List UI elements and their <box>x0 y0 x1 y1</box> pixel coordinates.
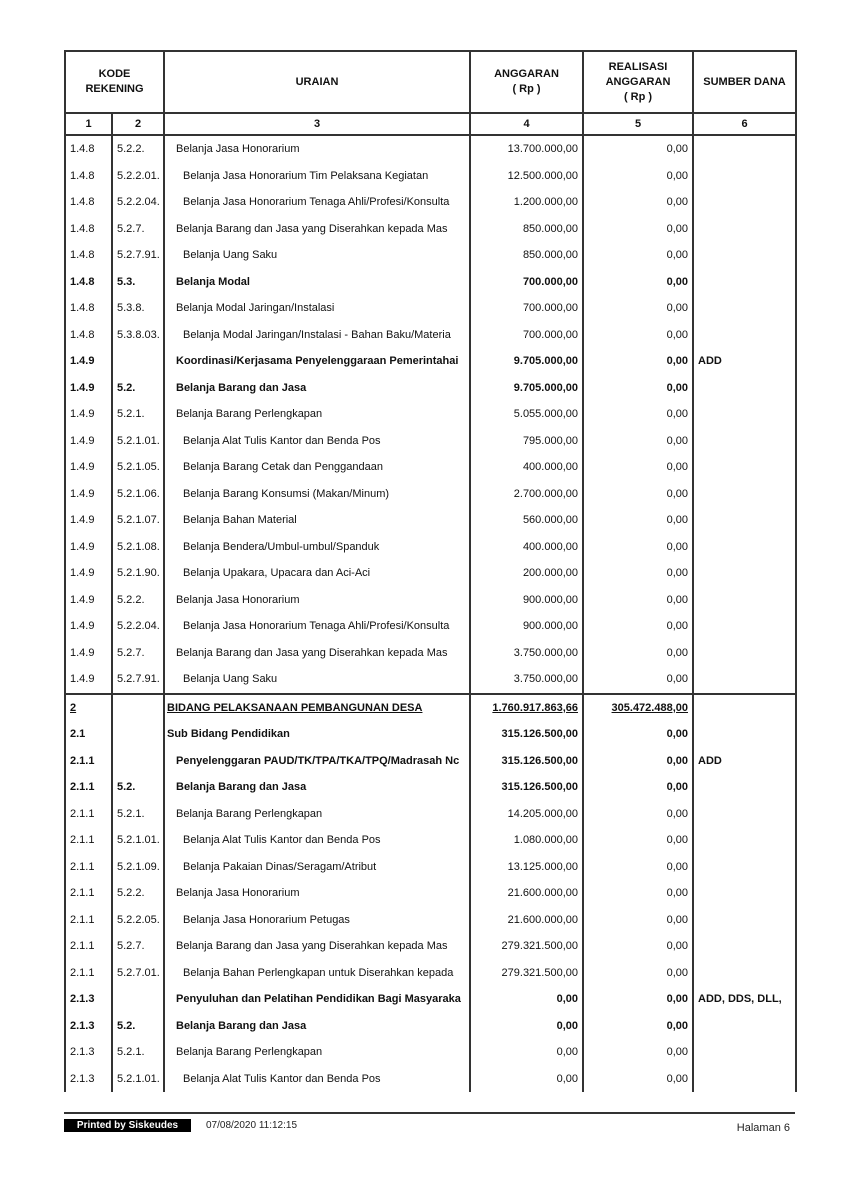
anggaran-cell: 9.705.000,00 <box>470 375 583 402</box>
anggaran-cell: 315.126.500,00 <box>470 721 583 748</box>
kode-rekening-cell: 5.2.2.01. <box>112 163 164 190</box>
realisasi-cell: 0,00 <box>583 481 693 508</box>
sumber-dana-cell <box>693 721 796 748</box>
kode-bidang-cell: 1.4.9 <box>65 348 112 375</box>
col-number-1: 1 <box>65 113 112 135</box>
kode-rekening-cell: 5.2.1.08. <box>112 534 164 561</box>
sumber-dana-cell <box>693 1013 796 1040</box>
table-row <box>65 163 796 190</box>
sumber-dana-cell <box>693 774 796 801</box>
kode-rekening-cell <box>112 348 164 375</box>
realisasi-cell: 0,00 <box>583 1039 693 1066</box>
realisasi-cell: 0,00 <box>583 163 693 190</box>
printed-by-badge: Printed by Siskeudes <box>64 1119 191 1132</box>
uraian-cell: Sub Bidang Pendidikan <box>164 721 470 748</box>
table-row <box>65 827 796 854</box>
anggaran-cell: 14.205.000,00 <box>470 801 583 828</box>
kode-bidang-cell: 2.1.1 <box>65 880 112 907</box>
table-row <box>65 986 796 1013</box>
kode-rekening-cell: 5.2. <box>112 774 164 801</box>
realisasi-cell: 0,00 <box>583 774 693 801</box>
anggaran-cell: 279.321.500,00 <box>470 960 583 987</box>
sumber-dana-cell <box>693 135 796 163</box>
sumber-dana-cell <box>693 801 796 828</box>
sumber-dana-cell <box>693 880 796 907</box>
realisasi-cell: 0,00 <box>583 666 693 694</box>
table-row <box>65 348 796 375</box>
uraian-cell: Belanja Jasa Honorarium Petugas <box>164 907 470 934</box>
sumber-dana-cell: ADD <box>693 348 796 375</box>
kode-bidang-cell: 1.4.9 <box>65 375 112 402</box>
anggaran-cell: 1.760.917.863,66 <box>470 694 583 722</box>
kode-bidang-cell: 1.4.9 <box>65 587 112 614</box>
kode-rekening-cell: 5.2.1. <box>112 801 164 828</box>
anggaran-cell: 2.700.000,00 <box>470 481 583 508</box>
anggaran-cell: 12.500.000,00 <box>470 163 583 190</box>
table-row <box>65 801 796 828</box>
printed-timestamp: 07/08/2020 11:12:15 <box>206 1120 298 1131</box>
col-number-5: 5 <box>583 113 693 135</box>
anggaran-cell: 5.055.000,00 <box>470 401 583 428</box>
realisasi-cell: 0,00 <box>583 640 693 667</box>
table-row <box>65 216 796 243</box>
col-number-4: 4 <box>470 113 583 135</box>
table-row <box>65 481 796 508</box>
uraian-cell: Belanja Bahan Perlengkapan untuk Diserahkan kepada <box>164 960 470 987</box>
kode-bidang-cell: 1.4.9 <box>65 454 112 481</box>
kode-rekening-cell: 5.2.1. <box>112 401 164 428</box>
sumber-dana-cell <box>693 1066 796 1093</box>
sumber-dana-cell <box>693 907 796 934</box>
header-sumber-dana: SUMBER DANA <box>693 51 796 113</box>
uraian-cell: Belanja Jasa Honorarium <box>164 135 470 163</box>
anggaran-cell: 21.600.000,00 <box>470 880 583 907</box>
kode-rekening-cell: 5.3.8.03. <box>112 322 164 349</box>
realisasi-cell: 0,00 <box>583 375 693 402</box>
sumber-dana-cell <box>693 401 796 428</box>
uraian-cell: Belanja Bahan Material <box>164 507 470 534</box>
anggaran-cell: 9.705.000,00 <box>470 348 583 375</box>
table-row <box>65 960 796 987</box>
table-row <box>65 748 796 775</box>
realisasi-cell: 305.472.488,00 <box>583 694 693 722</box>
kode-bidang-cell: 2.1.3 <box>65 1013 112 1040</box>
realisasi-cell: 0,00 <box>583 1066 693 1093</box>
sumber-dana-cell <box>693 960 796 987</box>
kode-rekening-cell: 5.2.7.01. <box>112 960 164 987</box>
kode-rekening-cell: 5.2.1.90. <box>112 560 164 587</box>
sumber-dana-cell <box>693 189 796 216</box>
realisasi-cell: 0,00 <box>583 189 693 216</box>
realisasi-cell: 0,00 <box>583 827 693 854</box>
anggaran-cell: 315.126.500,00 <box>470 748 583 775</box>
sumber-dana-cell <box>693 454 796 481</box>
table-row <box>65 721 796 748</box>
uraian-cell: Belanja Barang Cetak dan Penggandaan <box>164 454 470 481</box>
table-row <box>65 560 796 587</box>
page-number: Halaman 6 <box>736 1122 790 1134</box>
kode-bidang-cell: 1.4.9 <box>65 666 112 694</box>
table-row <box>65 880 796 907</box>
kode-bidang-cell: 1.4.9 <box>65 560 112 587</box>
table-row <box>65 640 796 667</box>
col-number-2: 2 <box>112 113 164 135</box>
sumber-dana-cell <box>693 827 796 854</box>
anggaran-cell: 3.750.000,00 <box>470 666 583 694</box>
header-realisasi-unit: ( Rp ) <box>623 90 653 103</box>
table-row <box>65 189 796 216</box>
sumber-dana-cell <box>693 854 796 881</box>
anggaran-cell: 850.000,00 <box>470 242 583 269</box>
kode-rekening-cell: 5.2.1.01. <box>112 827 164 854</box>
header-uraian: URAIAN <box>164 51 470 113</box>
realisasi-cell: 0,00 <box>583 854 693 881</box>
kode-bidang-cell: 1.4.9 <box>65 613 112 640</box>
table-row <box>65 1039 796 1066</box>
anggaran-cell: 700.000,00 <box>470 269 583 296</box>
realisasi-cell: 0,00 <box>583 454 693 481</box>
anggaran-cell: 900.000,00 <box>470 613 583 640</box>
footer-divider <box>64 1112 795 1114</box>
anggaran-cell: 0,00 <box>470 1013 583 1040</box>
kode-rekening-cell: 5.2.2.04. <box>112 189 164 216</box>
uraian-cell: Belanja Barang dan Jasa yang Diserahkan kepada Mas <box>164 640 470 667</box>
kode-bidang-cell: 1.4.8 <box>65 295 112 322</box>
realisasi-cell: 0,00 <box>583 560 693 587</box>
anggaran-cell: 400.000,00 <box>470 534 583 561</box>
anggaran-cell: 1.080.000,00 <box>470 827 583 854</box>
uraian-cell: Penyuluhan dan Pelatihan Pendidikan Bagi Masyaraka <box>164 986 470 1013</box>
sumber-dana-cell <box>693 295 796 322</box>
realisasi-cell: 0,00 <box>583 1013 693 1040</box>
sumber-dana-cell <box>693 242 796 269</box>
sumber-dana-cell <box>693 507 796 534</box>
uraian-cell: Belanja Barang dan Jasa <box>164 375 470 402</box>
kode-bidang-cell: 1.4.9 <box>65 401 112 428</box>
kode-rekening-cell: 5.2.7.91. <box>112 666 164 694</box>
sumber-dana-cell <box>693 269 796 296</box>
realisasi-cell: 0,00 <box>583 748 693 775</box>
sumber-dana-cell <box>693 933 796 960</box>
uraian-cell: Belanja Barang Perlengkapan <box>164 401 470 428</box>
anggaran-cell: 13.125.000,00 <box>470 854 583 881</box>
kode-rekening-cell: 5.2.1.09. <box>112 854 164 881</box>
uraian-cell: BIDANG PELAKSANAAN PEMBANGUNAN DESA <box>164 694 470 722</box>
kode-bidang-cell: 1.4.8 <box>65 163 112 190</box>
sumber-dana-cell <box>693 375 796 402</box>
uraian-cell: Belanja Barang Perlengkapan <box>164 1039 470 1066</box>
kode-bidang-cell: 2.1.1 <box>65 748 112 775</box>
anggaran-cell: 3.750.000,00 <box>470 640 583 667</box>
kode-bidang-cell: 2 <box>65 694 112 722</box>
realisasi-cell: 0,00 <box>583 269 693 296</box>
kode-bidang-cell: 2.1.1 <box>65 933 112 960</box>
kode-bidang-cell: 2.1.1 <box>65 960 112 987</box>
table-row <box>65 322 796 349</box>
table-row <box>65 454 796 481</box>
kode-bidang-cell: 2.1.1 <box>65 774 112 801</box>
table-row <box>65 694 796 722</box>
uraian-cell: Belanja Jasa Honorarium <box>164 587 470 614</box>
uraian-cell: Belanja Barang dan Jasa yang Diserahkan kepada Mas <box>164 933 470 960</box>
kode-bidang-cell: 2.1.1 <box>65 801 112 828</box>
realisasi-cell: 0,00 <box>583 507 693 534</box>
kode-rekening-cell: 5.2.1.07. <box>112 507 164 534</box>
kode-bidang-cell: 2.1.3 <box>65 1066 112 1093</box>
kode-bidang-cell: 1.4.8 <box>65 322 112 349</box>
kode-bidang-cell: 2.1.1 <box>65 907 112 934</box>
budget-realization-table <box>64 50 797 1092</box>
table-row <box>65 1013 796 1040</box>
sumber-dana-cell <box>693 560 796 587</box>
kode-rekening-cell <box>112 986 164 1013</box>
table-row <box>65 613 796 640</box>
table-row <box>65 135 796 163</box>
kode-rekening-cell: 5.2.1.01. <box>112 428 164 455</box>
kode-rekening-cell: 5.2.7. <box>112 933 164 960</box>
sumber-dana-cell <box>693 322 796 349</box>
table-row <box>65 375 796 402</box>
realisasi-cell: 0,00 <box>583 960 693 987</box>
kode-bidang-cell: 1.4.8 <box>65 242 112 269</box>
sumber-dana-cell <box>693 587 796 614</box>
kode-rekening-cell: 5.2.1. <box>112 1039 164 1066</box>
anggaran-cell: 21.600.000,00 <box>470 907 583 934</box>
sumber-dana-cell: ADD, DDS, DLL, <box>693 986 796 1013</box>
anggaran-cell: 0,00 <box>470 1066 583 1093</box>
kode-rekening-cell <box>112 721 164 748</box>
kode-rekening-cell: 5.2.7. <box>112 640 164 667</box>
sumber-dana-cell <box>693 613 796 640</box>
table-row <box>65 907 796 934</box>
kode-bidang-cell: 2.1 <box>65 721 112 748</box>
realisasi-cell: 0,00 <box>583 242 693 269</box>
table-row <box>65 854 796 881</box>
kode-rekening-cell: 5.3. <box>112 269 164 296</box>
anggaran-cell: 0,00 <box>470 1039 583 1066</box>
realisasi-cell: 0,00 <box>583 613 693 640</box>
anggaran-cell: 900.000,00 <box>470 587 583 614</box>
kode-bidang-cell: 2.1.3 <box>65 986 112 1013</box>
uraian-cell: Belanja Barang Perlengkapan <box>164 801 470 828</box>
kode-rekening-cell: 5.2. <box>112 375 164 402</box>
header-realisasi <box>583 51 693 113</box>
table-row <box>65 666 796 694</box>
kode-rekening-cell: 5.2.1.06. <box>112 481 164 508</box>
uraian-cell: Belanja Pakaian Dinas/Seragam/Atribut <box>164 854 470 881</box>
kode-rekening-cell <box>112 748 164 775</box>
kode-bidang-cell: 1.4.9 <box>65 428 112 455</box>
kode-rekening-cell: 5.2.2. <box>112 587 164 614</box>
kode-rekening-cell: 5.2.2.04. <box>112 613 164 640</box>
header-anggaran-unit: ( Rp ) <box>512 83 541 95</box>
uraian-cell: Belanja Jasa Honorarium <box>164 880 470 907</box>
realisasi-cell: 0,00 <box>583 135 693 163</box>
table-row <box>65 534 796 561</box>
anggaran-cell: 560.000,00 <box>470 507 583 534</box>
uraian-cell: Koordinasi/Kerjasama Penyelenggaraan Pemerintahai <box>164 348 470 375</box>
uraian-cell: Belanja Barang dan Jasa yang Diserahkan kepada Mas <box>164 216 470 243</box>
kode-bidang-cell: 1.4.8 <box>65 216 112 243</box>
kode-bidang-cell: 2.1.1 <box>65 854 112 881</box>
kode-rekening-cell: 5.3.8. <box>112 295 164 322</box>
uraian-cell: Penyelenggaran PAUD/TK/TPA/TKA/TPQ/Madrasah Nc <box>164 748 470 775</box>
sumber-dana-cell <box>693 428 796 455</box>
uraian-cell: Belanja Alat Tulis Kantor dan Benda Pos <box>164 827 470 854</box>
kode-bidang-cell: 2.1.1 <box>65 827 112 854</box>
kode-rekening-cell: 5.2.7.91. <box>112 242 164 269</box>
uraian-cell: Belanja Barang dan Jasa <box>164 774 470 801</box>
uraian-cell: Belanja Uang Saku <box>164 666 470 694</box>
kode-rekening-cell: 5.2. <box>112 1013 164 1040</box>
table-row <box>65 1066 796 1093</box>
uraian-cell: Belanja Upakara, Upacara dan Aci-Aci <box>164 560 470 587</box>
kode-rekening-cell <box>112 694 164 722</box>
uraian-cell: Belanja Modal <box>164 269 470 296</box>
col-number-6: 6 <box>693 113 796 135</box>
table-row <box>65 269 796 296</box>
uraian-cell: Belanja Alat Tulis Kantor dan Benda Pos <box>164 1066 470 1093</box>
table-row <box>65 507 796 534</box>
kode-bidang-cell: 1.4.8 <box>65 269 112 296</box>
kode-rekening-cell: 5.2.2. <box>112 880 164 907</box>
kode-bidang-cell: 1.4.8 <box>65 189 112 216</box>
realisasi-cell: 0,00 <box>583 933 693 960</box>
realisasi-cell: 0,00 <box>583 986 693 1013</box>
realisasi-cell: 0,00 <box>583 322 693 349</box>
table-row <box>65 587 796 614</box>
sumber-dana-cell <box>693 481 796 508</box>
anggaran-cell: 0,00 <box>470 986 583 1013</box>
realisasi-cell: 0,00 <box>583 348 693 375</box>
realisasi-cell: 0,00 <box>583 295 693 322</box>
kode-rekening-cell: 5.2.2. <box>112 135 164 163</box>
sumber-dana-cell <box>693 1039 796 1066</box>
table-body <box>65 135 796 1092</box>
anggaran-cell: 1.200.000,00 <box>470 189 583 216</box>
sumber-dana-cell <box>693 216 796 243</box>
header-anggaran <box>470 51 583 113</box>
uraian-cell: Belanja Bendera/Umbul-umbul/Spanduk <box>164 534 470 561</box>
anggaran-cell: 13.700.000,00 <box>470 135 583 163</box>
realisasi-cell: 0,00 <box>583 880 693 907</box>
table-row <box>65 933 796 960</box>
uraian-cell: Belanja Modal Jaringan/Instalasi - Bahan Baku/Materia <box>164 322 470 349</box>
kode-bidang-cell: 1.4.9 <box>65 507 112 534</box>
uraian-cell: Belanja Jasa Honorarium Tenaga Ahli/Profesi/Konsulta <box>164 189 470 216</box>
anggaran-cell: 279.321.500,00 <box>470 933 583 960</box>
anggaran-cell: 850.000,00 <box>470 216 583 243</box>
kode-rekening-cell: 5.2.2.05. <box>112 907 164 934</box>
realisasi-cell: 0,00 <box>583 801 693 828</box>
uraian-cell: Belanja Barang Konsumsi (Makan/Minum) <box>164 481 470 508</box>
table-row <box>65 401 796 428</box>
kode-bidang-cell: 1.4.8 <box>65 135 112 163</box>
anggaran-cell: 400.000,00 <box>470 454 583 481</box>
anggaran-cell: 315.126.500,00 <box>470 774 583 801</box>
column-number-row <box>65 113 796 135</box>
realisasi-cell: 0,00 <box>583 428 693 455</box>
anggaran-cell: 795.000,00 <box>470 428 583 455</box>
anggaran-cell: 200.000,00 <box>470 560 583 587</box>
anggaran-cell: 700.000,00 <box>470 322 583 349</box>
uraian-cell: Belanja Alat Tulis Kantor dan Benda Pos <box>164 428 470 455</box>
uraian-cell: Belanja Barang dan Jasa <box>164 1013 470 1040</box>
col-number-3: 3 <box>164 113 470 135</box>
kode-bidang-cell: 2.1.3 <box>65 1039 112 1066</box>
header-realisasi-label: REALISASI ANGGARAN <box>605 60 671 88</box>
sumber-dana-cell <box>693 666 796 694</box>
sumber-dana-cell <box>693 694 796 722</box>
kode-rekening-cell: 5.2.7. <box>112 216 164 243</box>
realisasi-cell: 0,00 <box>583 721 693 748</box>
sumber-dana-cell <box>693 163 796 190</box>
uraian-cell: Belanja Jasa Honorarium Tim Pelaksana Kegiatan <box>164 163 470 190</box>
header-kode-rekening: KODE REKENING <box>65 51 164 113</box>
sumber-dana-cell <box>693 534 796 561</box>
kode-bidang-cell: 1.4.9 <box>65 640 112 667</box>
realisasi-cell: 0,00 <box>583 401 693 428</box>
kode-bidang-cell: 1.4.9 <box>65 534 112 561</box>
table-row <box>65 295 796 322</box>
realisasi-cell: 0,00 <box>583 907 693 934</box>
table-row <box>65 774 796 801</box>
uraian-cell: Belanja Modal Jaringan/Instalasi <box>164 295 470 322</box>
table-row <box>65 428 796 455</box>
realisasi-cell: 0,00 <box>583 587 693 614</box>
kode-rekening-cell: 5.2.1.05. <box>112 454 164 481</box>
kode-rekening-cell: 5.2.1.01. <box>112 1066 164 1093</box>
sumber-dana-cell <box>693 640 796 667</box>
uraian-cell: Belanja Jasa Honorarium Tenaga Ahli/Profesi/Konsulta <box>164 613 470 640</box>
realisasi-cell: 0,00 <box>583 216 693 243</box>
header-anggaran-label: ANGGARAN <box>494 68 559 80</box>
uraian-cell: Belanja Uang Saku <box>164 242 470 269</box>
realisasi-cell: 0,00 <box>583 534 693 561</box>
table-row <box>65 242 796 269</box>
table-header-row <box>65 51 796 113</box>
kode-bidang-cell: 1.4.9 <box>65 481 112 508</box>
sumber-dana-cell: ADD <box>693 748 796 775</box>
anggaran-cell: 700.000,00 <box>470 295 583 322</box>
